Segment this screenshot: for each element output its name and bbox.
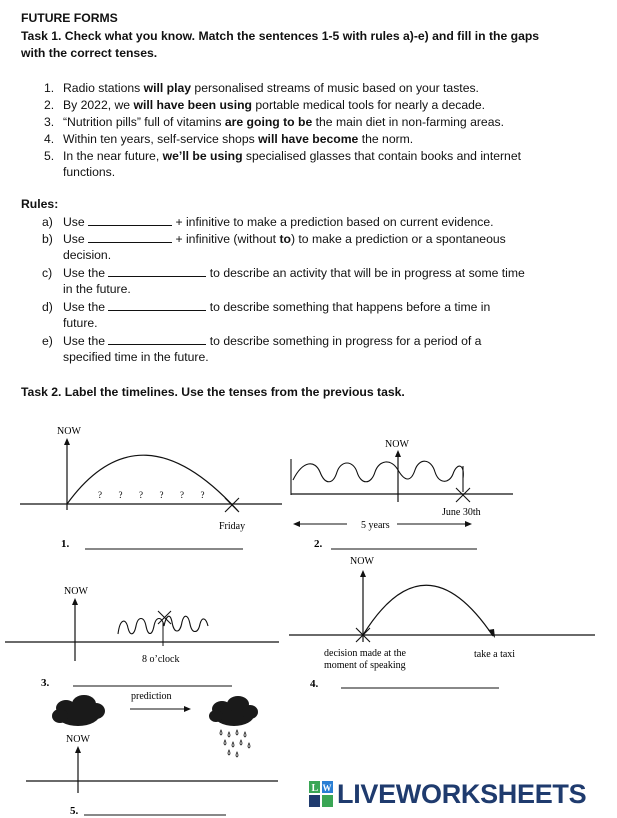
rule-text-bold: to xyxy=(279,232,291,246)
prediction-arc xyxy=(67,455,238,511)
rule-letter: e) xyxy=(42,334,53,348)
rule-text: ) to make a prediction or a spontaneous xyxy=(290,232,506,246)
arrow-end-icon xyxy=(488,629,495,638)
question-mark: ? xyxy=(200,490,205,500)
task2-instruction: Task 2. Label the timelines. Use the tenses from the previous task. xyxy=(21,385,405,399)
rules-heading: Rules: xyxy=(21,197,59,211)
timeline-4 xyxy=(285,550,615,695)
question-mark: ? xyxy=(98,490,102,500)
logo-tile-navy xyxy=(309,795,320,807)
sentence-number: 3. xyxy=(44,115,55,129)
rule-use: Use the xyxy=(63,334,106,348)
rule-text-line2: in the future. xyxy=(63,282,131,296)
arrow-up-icon xyxy=(64,438,70,445)
sentence-text-part: By 2022, we xyxy=(63,98,134,112)
dark-cloud-icon xyxy=(52,695,105,726)
sentence-text-part: “Nutrition pills” full of vitamins xyxy=(63,115,225,129)
rule-text: to describe an activity that will be in progress at some time xyxy=(209,266,525,280)
blank-d[interactable] xyxy=(108,299,206,311)
sentence-text-part: In the near future, xyxy=(63,149,163,163)
decision-label-line2: moment of speaking xyxy=(324,660,406,671)
timeline-3 xyxy=(0,578,300,693)
sentence-text-part: Radio stations xyxy=(63,81,144,95)
timeline-number: 1. xyxy=(61,538,70,550)
logo-letter: W xyxy=(322,783,332,793)
sentence-number: 1. xyxy=(44,81,55,95)
blank-c[interactable] xyxy=(108,265,206,277)
rule-text-line2: decision. xyxy=(63,248,112,262)
rule-text: to describe something in progress for a period of a xyxy=(209,334,482,348)
rule-use: Use xyxy=(63,215,85,229)
logo-letter: L xyxy=(311,783,319,794)
end-label: Friday xyxy=(219,521,246,532)
action-label: take a taxi xyxy=(474,649,516,660)
raindrops-icon xyxy=(220,730,250,757)
now-label: NOW xyxy=(57,426,81,437)
question-mark: ? xyxy=(180,490,184,500)
timeline-number: 5. xyxy=(70,805,79,817)
sentence-number: 2. xyxy=(44,98,55,112)
rule-letter: c) xyxy=(42,266,53,280)
target-verb-form: we’ll be using xyxy=(162,149,243,163)
arrow-right-icon xyxy=(465,521,472,527)
continuous-wave xyxy=(293,461,463,482)
question-mark: ? xyxy=(159,490,164,500)
now-label: NOW xyxy=(66,734,90,745)
question-mark: ? xyxy=(139,490,143,500)
rule-text: + infinitive to make a prediction based on current evidence. xyxy=(175,215,494,229)
rule-text: + infinitive (without xyxy=(175,232,280,246)
date-label: June 30th xyxy=(442,507,481,518)
rule-letter: a) xyxy=(42,215,53,229)
target-verb-form: will play xyxy=(143,81,192,95)
sentence-text-line2: functions. xyxy=(63,165,116,179)
arrow-up-icon xyxy=(395,450,401,457)
sentence-text-part: personalised streams of music based on your tastes. xyxy=(191,81,479,95)
arrow-up-icon xyxy=(75,746,81,753)
prediction-label: prediction xyxy=(131,691,172,702)
brand-name: LIVEWORKSHEETS xyxy=(337,778,587,809)
timeline-5 xyxy=(0,685,300,818)
span-label: 5 years xyxy=(361,520,390,531)
question-marks xyxy=(98,490,205,500)
target-verb-form: will have been using xyxy=(133,98,252,112)
blank-e[interactable] xyxy=(108,333,206,345)
blank-b[interactable] xyxy=(88,231,172,243)
now-label: NOW xyxy=(385,439,409,450)
arrow-up-icon xyxy=(360,570,366,577)
sentence-text xyxy=(63,148,583,180)
sentence-text xyxy=(63,97,583,113)
sentence-number: 4. xyxy=(44,132,55,146)
sentence-text xyxy=(63,131,583,147)
timeline-number: 3. xyxy=(41,677,50,689)
logo-tile-green xyxy=(322,795,333,807)
arrow-right-icon xyxy=(184,706,191,712)
rule-use: Use xyxy=(63,232,85,246)
page-title: FUTURE FORMS xyxy=(21,11,118,25)
task1-instruction: Task 1. Check what you know. Match the sentences 1-5 with rules a)-e) and fill in the gaps with the correct tenses. xyxy=(21,29,540,60)
rule-text-line2: specified time in the future. xyxy=(63,350,209,364)
liveworksheets-logo[interactable] xyxy=(308,779,586,809)
sentence-text xyxy=(63,80,583,96)
arrow-up-icon xyxy=(72,598,78,605)
question-mark: ? xyxy=(118,490,123,500)
liveworksheets-logo-icon xyxy=(308,780,334,808)
rule-letter: b) xyxy=(42,232,53,246)
rule-use: Use the xyxy=(63,266,106,280)
decision-label: decision made at the xyxy=(324,648,406,659)
timeline-number: 4. xyxy=(310,678,319,690)
rule-letter: d) xyxy=(42,300,53,314)
timeline-number: 2. xyxy=(314,538,323,550)
rule-use: Use the xyxy=(63,300,106,314)
sentence-number: 5. xyxy=(44,149,55,163)
sentence-text-part: the norm. xyxy=(358,132,414,146)
rule-text: to describe something that happens before a time in xyxy=(209,300,491,314)
action-arc xyxy=(363,585,493,636)
sentence-text-part: portable medical tools for nearly a decade. xyxy=(252,98,486,112)
rain-cloud-icon xyxy=(209,696,258,726)
now-label: NOW xyxy=(350,556,374,567)
sentence-text-part: the main diet in non-farming areas. xyxy=(312,115,504,129)
sentence-text xyxy=(63,114,583,130)
target-verb-form: are going to be xyxy=(224,115,313,129)
target-verb-form: will have become xyxy=(258,132,359,146)
rule-text-line2: future. xyxy=(63,316,98,330)
time-label: 8 o’clock xyxy=(142,654,180,665)
arrow-left-icon xyxy=(293,521,300,527)
blank-a[interactable] xyxy=(88,214,172,226)
sentence-text-part: specialised glasses that contain books and internet xyxy=(242,149,521,163)
now-label: NOW xyxy=(64,586,88,597)
timeline-1 xyxy=(0,415,300,555)
sentence-text-part: Within ten years, self-service shops xyxy=(63,132,259,146)
timeline-2 xyxy=(285,430,615,555)
